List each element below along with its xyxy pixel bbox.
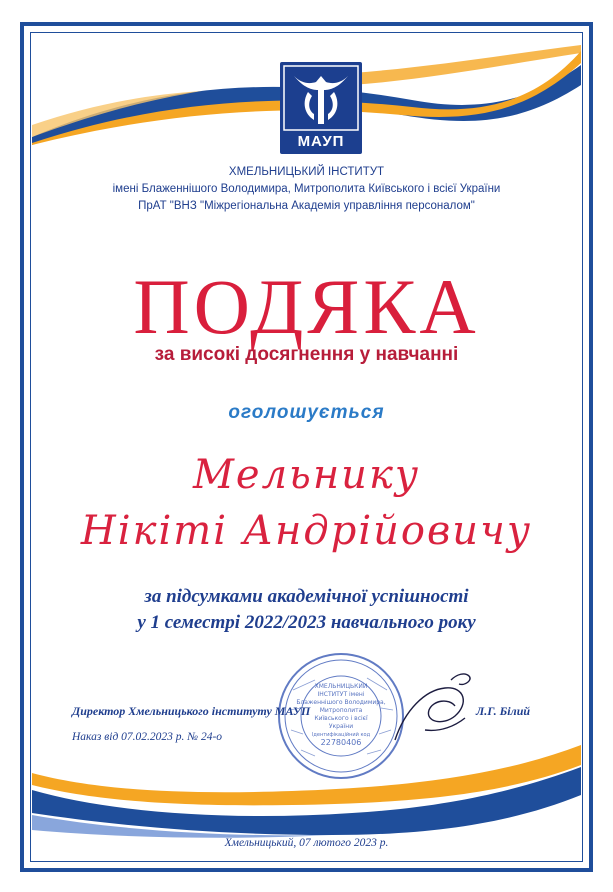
stamp-code-label: Ідентифікаційний код	[311, 732, 371, 738]
stamp-line5: Київського і всієї	[314, 715, 368, 722]
certificate-title: ПОДЯКА	[133, 263, 480, 350]
stamp-line3: Блаженнішого Володимира,	[296, 699, 386, 706]
signer-name: Л.Г. Білий	[476, 704, 531, 718]
reason-line2: у 1 семестрі 2022/2023 навчального року	[137, 612, 476, 633]
institute-name-line2: імені Блаженнішого Володимира, Митрополита Київського і всієї України	[112, 183, 501, 195]
certificate-subtitle: за високі досягнення у навчанні	[154, 344, 459, 365]
reason-line1: за підсумками академічної успішності	[144, 586, 469, 607]
recipient-surname: Мельнику	[192, 452, 421, 498]
stamp-code: 22780406	[320, 738, 362, 747]
place-and-date: Хмельницький, 07 лютого 2023 р.	[224, 837, 389, 849]
announce-text: оголошується	[228, 402, 385, 423]
stamp-line1: ХМЕЛЬНИЦЬКИЙ	[314, 683, 368, 690]
stamp-line2: ІНСТИТУТ імені	[317, 691, 365, 698]
institute-name-line1: ХМЕЛЬНИЦЬКИЙ ІНСТИТУТ	[228, 166, 385, 178]
stamp-line6: України	[328, 723, 354, 730]
bottom-swoosh-decoration	[32, 745, 581, 840]
maup-logo	[280, 62, 362, 154]
signer-position: Директор Хмельницького інституту МАУП	[72, 704, 311, 718]
order-reference: Наказ від 07.02.2023 р. № 24-о	[72, 731, 223, 743]
recipient-given-names: Нікіті Андрійовичу	[80, 508, 533, 554]
stamp-line4: Митрополита	[319, 707, 363, 714]
institute-name-line3: ПрАТ "ВНЗ "Міжрегіональна Академія управління персоналом"	[138, 200, 475, 212]
logo-text: МАУП	[297, 133, 345, 150]
